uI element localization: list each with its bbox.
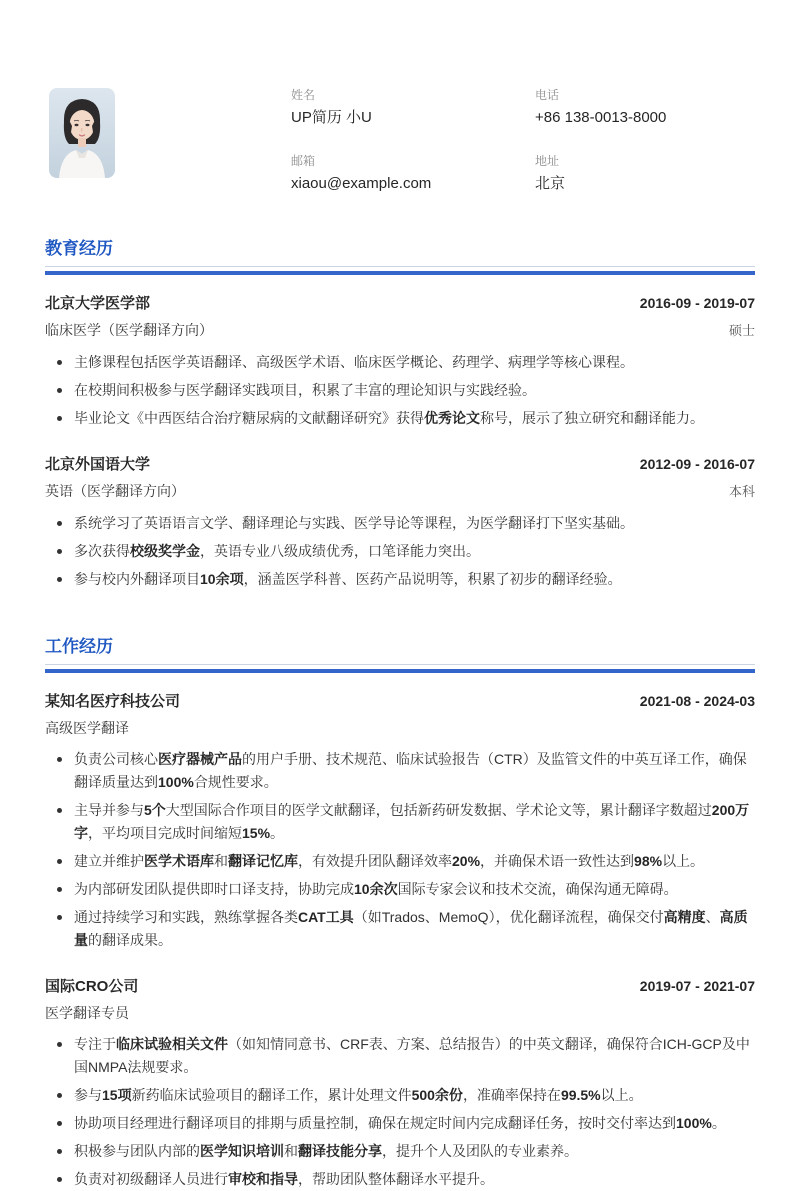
bullet-item: [45, 1033, 755, 1079]
entry-subtitle-row: [45, 719, 755, 737]
bullet-text: ，准确率保持在: [462, 1087, 561, 1103]
bullet-dot: [57, 521, 62, 526]
bullet-text: （如Trados、MemoQ），优化翻译流程，确保交付: [353, 909, 664, 925]
entry-subtitle-row: [45, 482, 755, 501]
bullet-text: 的翻译成果。: [88, 932, 172, 948]
bullet-text-bold: 98%: [634, 853, 663, 869]
entry-title-row: [45, 691, 755, 712]
bullet-text-bold: 10余次: [354, 881, 398, 897]
bullet-text: 和: [284, 1143, 298, 1159]
entry-organization: 某知名医疗科技公司: [45, 693, 181, 710]
contact-field: [535, 88, 779, 127]
entry-subtitle: 医学翻译专员: [45, 1005, 129, 1021]
entry-title-row: [45, 976, 755, 997]
bullet-text: 毕业论文《中西医结合治疗糖尿病的文献翻译研究》获得: [74, 410, 424, 426]
section-title: 工作经历: [45, 637, 755, 665]
bullet-text-bold: CAT工具: [298, 909, 354, 925]
bullet-text: 的用户手册、技术规范、临床试验报告（CTR）及监管文件的中英互译工作，确保翻译质量达到: [74, 751, 747, 790]
bullet-item: [45, 799, 755, 845]
bullet-text-bold: 医疗器械产品: [158, 751, 242, 767]
entry-period: 2012-09 - 2016-07: [639, 456, 755, 472]
bullet-item: [45, 850, 755, 873]
bullet-text: ，提升个人及团队的专业素养。: [382, 1143, 578, 1159]
entry-side-note: 硕士: [728, 323, 755, 338]
contact-field: [535, 154, 779, 193]
bullet-text: 多次获得: [74, 543, 130, 559]
entry-organization: 北京外国语大学: [45, 456, 151, 473]
bullet-item: [45, 407, 755, 430]
bullet-text-bold: 15%: [242, 825, 271, 841]
bullet-item: [45, 540, 755, 563]
bullet-item: [45, 878, 755, 901]
bullet-text: 、: [705, 909, 720, 925]
resume-section: [45, 637, 755, 1191]
entry-title-row: [45, 293, 755, 314]
bullet-text: 主导并参与: [74, 802, 144, 818]
bullet-item: [45, 1112, 755, 1135]
bullet-text: 通过持续学习和实践，熟练掌握各类: [74, 909, 298, 925]
section-underline-bar: [45, 271, 755, 275]
bullet-text: ，涵盖医学科普、医药产品说明等，积累了初步的翻译经验。: [243, 571, 622, 587]
bullet-text: 协助项目经理进行翻译项目的排期与质量控制，确保在规定时间内完成翻译任务，按时交付率达到: [74, 1115, 676, 1131]
entry-list: [45, 293, 755, 591]
bullet-text: 负责对初级翻译人员进行: [74, 1171, 228, 1187]
entry-subtitle: 英语（医学翻译方向）: [45, 483, 185, 499]
contact-field: [291, 88, 535, 127]
portrait-photo-illustration: [49, 88, 115, 178]
bullet-dot: [57, 549, 62, 554]
bullet-dot: [57, 416, 62, 421]
resume-section: [45, 239, 755, 591]
bullet-text-bold: 校级奖学金: [130, 543, 200, 559]
bullet-text: 系统学习了英语语言文学、翻译理论与实践、医学导论等课程，为医学翻译打下坚实基础。: [74, 515, 634, 531]
entry-organization: 国际CRO公司: [45, 978, 139, 995]
bullet-item: [45, 906, 755, 952]
bullet-text: ，平均项目完成时间缩短: [88, 825, 242, 841]
bullet-dot: [57, 808, 62, 813]
contact-field-label: 电话: [535, 88, 560, 102]
bullet-dot: [57, 577, 62, 582]
bullet-list: [45, 512, 755, 591]
bullet-text-bold: 20%: [452, 853, 481, 869]
section-underline-bar: [45, 669, 755, 673]
bullet-text-bold: 99.5%: [560, 1087, 601, 1103]
bullet-text-bold: 翻译记忆库: [228, 853, 298, 869]
bullet-item: [45, 748, 755, 794]
bullet-dot: [57, 1042, 62, 1047]
bullet-text: 和: [214, 853, 228, 869]
bullet-text: 合规性要求。: [193, 774, 278, 790]
contact-field-label: 姓名: [291, 88, 316, 102]
bullet-text: 主修课程包括医学英语翻译、高级医学术语、临床医学概论、药理学、病理学等核心课程。: [74, 354, 634, 370]
bullet-text: 负责公司核心: [74, 751, 158, 767]
bullet-item: [45, 568, 755, 591]
contact-field-value: +86 138-0013-8000: [535, 109, 667, 126]
resume-entry: [45, 293, 755, 430]
entry-subtitle-row: [45, 1004, 755, 1022]
bullet-text: （如知情同意书、CRF表、方案、总结报告）的中英文翻译，确保符合ICH-GCP及中国NMPA法规要求。: [74, 1036, 750, 1075]
bullet-item: [45, 1168, 755, 1191]
bullet-text: 称号，展示了独立研究和翻译能力。: [480, 410, 704, 426]
contact-grid: [291, 88, 779, 193]
bullet-text: ，并确保术语一致性达到: [480, 853, 635, 869]
bullet-text: 以上。: [662, 853, 705, 869]
sections: [45, 239, 755, 1191]
contact-field-label: 邮箱: [291, 154, 316, 168]
bullet-dot: [57, 859, 62, 864]
bullet-list: [45, 1033, 755, 1191]
resume-entry: [45, 691, 755, 952]
entry-list: [45, 691, 755, 1191]
bullet-text: ，英语专业八级成绩优秀，口笔译能力突出。: [200, 543, 480, 559]
bullet-dot: [57, 1121, 62, 1126]
entry-organization: 北京大学医学部: [45, 295, 151, 312]
resume-entry: [45, 454, 755, 591]
bullet-text-bold: 临床试验相关文件: [116, 1036, 228, 1052]
bullet-dot: [57, 1149, 62, 1154]
bullet-text-bold: 15项: [102, 1087, 132, 1103]
entry-title-row: [45, 454, 755, 475]
bullet-list: [45, 351, 755, 430]
bullet-text-bold: 500余份: [411, 1087, 463, 1103]
bullet-text: 新药临床试验项目的翻译工作，累计处理文件: [131, 1087, 412, 1103]
bullet-text: 在校期间积极参与医学翻译实践项目，积累了丰富的理论知识与实践经验。: [74, 382, 536, 398]
entry-period: 2019-07 - 2021-07: [639, 978, 755, 994]
bullet-list: [45, 748, 755, 952]
bullet-text: 大型国际合作项目的医学文献翻译，包括新药研发数据、学术论文等，累计翻译字数超过: [165, 802, 712, 818]
bullet-text: 为内部研发团队提供即时口译支持，协助完成: [74, 881, 354, 897]
entry-period: 2021-08 - 2024-03: [639, 693, 755, 709]
bullet-text: ，帮助团队整体翻译水平提升。: [298, 1171, 494, 1187]
section-title: 教育经历: [45, 239, 755, 267]
profile-photo: [49, 88, 115, 178]
bullet-dot: [57, 757, 62, 762]
bullet-text-bold: 翻译技能分享: [298, 1143, 382, 1159]
contact-field-value: xiaou@example.com: [291, 175, 432, 192]
bullet-text: 专注于: [74, 1036, 116, 1052]
bullet-text-bold: 10余项: [200, 571, 244, 587]
bullet-text: 。: [270, 825, 285, 841]
bullet-item: [45, 351, 755, 374]
bullet-text-bold: 审校和指导: [228, 1171, 298, 1187]
bullet-item: [45, 379, 755, 402]
bullet-text: ，有效提升团队翻译效率: [298, 853, 452, 869]
bullet-item: [45, 512, 755, 535]
resume-header: [45, 88, 755, 193]
entry-subtitle-row: [45, 321, 755, 340]
entry-subtitle: 临床医学（医学翻译方向）: [45, 322, 213, 338]
bullet-dot: [57, 360, 62, 365]
bullet-item: [45, 1140, 755, 1163]
contact-field-label: 地址: [535, 154, 560, 168]
bullet-text: 。: [711, 1115, 726, 1131]
bullet-text-bold: 优秀论文: [424, 410, 480, 426]
entry-side-note: 本科: [728, 484, 755, 499]
bullet-text-bold: 200万字: [74, 802, 750, 841]
contact-field-value: 北京: [535, 175, 566, 192]
entry-subtitle: 高级医学翻译: [45, 720, 129, 736]
bullet-text-bold: 100%: [158, 774, 194, 790]
bullet-dot: [57, 1093, 62, 1098]
contact-field: [291, 154, 535, 193]
bullet-dot: [57, 887, 62, 892]
bullet-text-bold: 100%: [676, 1115, 712, 1131]
bullet-dot: [57, 1177, 62, 1182]
contact-field-value: UP简历 小U: [291, 109, 372, 126]
bullet-text-bold: 医学术语库: [144, 853, 214, 869]
bullet-dot: [57, 915, 62, 920]
bullet-dot: [57, 388, 62, 393]
bullet-item: [45, 1084, 755, 1107]
entry-period: 2016-09 - 2019-07: [639, 295, 755, 311]
bullet-text-bold: 医学知识培训: [200, 1143, 284, 1159]
resume-entry: [45, 976, 755, 1191]
bullet-text: 参与: [74, 1087, 102, 1103]
bullet-text: 以上。: [600, 1087, 643, 1103]
bullet-text-bold: 高精度: [663, 909, 706, 925]
bullet-text: 建立并维护: [74, 853, 144, 869]
bullet-text-bold: 高质量: [74, 909, 748, 948]
bullet-text: 参与校内外翻译项目: [74, 571, 200, 587]
bullet-text-bold: 5个: [144, 802, 166, 818]
bullet-text: 国际专家会议和技术交流，确保沟通无障碍。: [397, 881, 678, 897]
bullet-text: 积极参与团队内部的: [74, 1143, 200, 1159]
